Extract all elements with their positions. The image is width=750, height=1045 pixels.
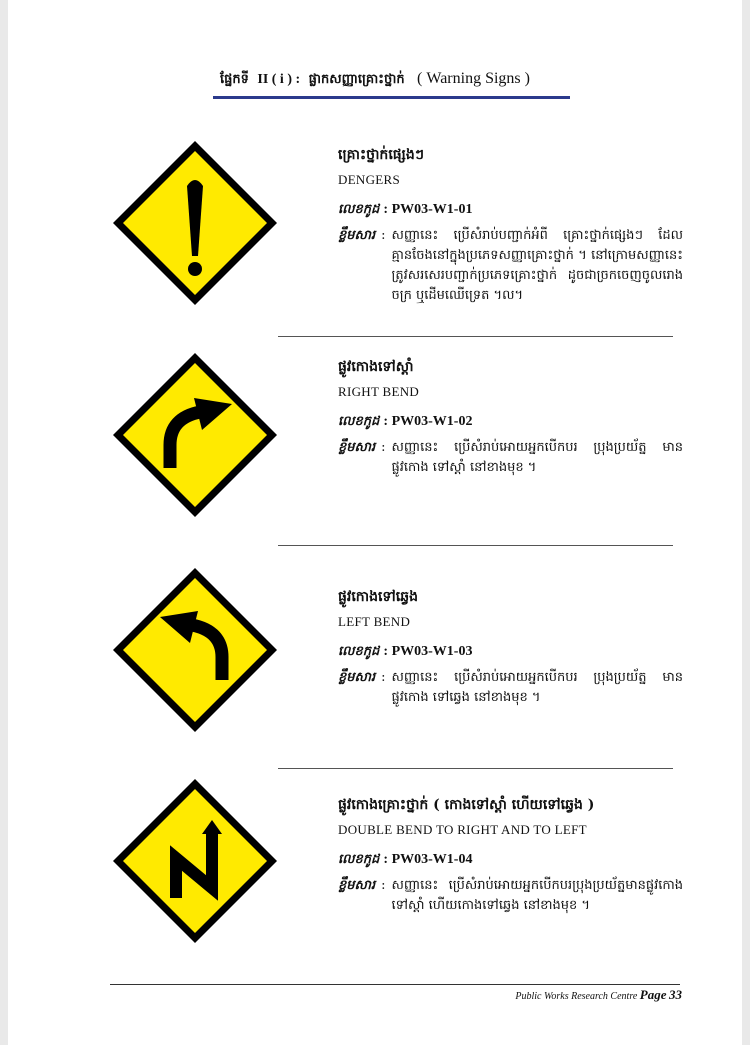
sign-content-row: ខ្លឹមសារ : សញ្ញានេះ ប្រើសំរាប់អោយអ្នកបើកបរ ប្រុងប្រយ័ត្ន មានផ្លូវកោង ទៅស្តាំ នៅខាងមុខ ។ <box>338 438 683 478</box>
left-bend-arrow-icon <box>110 565 280 735</box>
content-label: ខ្លឹមសារ <box>338 670 376 685</box>
sign-content-row: ខ្លឹមសារ : សញ្ញានេះ ប្រើសំរាប់អោយអ្នកបើកបរប្រុងប្រយ័ត្នមានផ្លូវកោងទៅស្តាំ ហើយកោងទៅឆ្វេង នៅខាងមុខ ។ <box>338 876 683 916</box>
document-page <box>8 0 742 1045</box>
code-label: លេខកូដ <box>338 644 380 659</box>
sign-en-title: RIGHT BEND <box>338 384 420 399</box>
sign-entry-2 <box>338 357 683 478</box>
content-label: ខ្លឹមសារ <box>338 878 376 893</box>
footer-page-number: 33 <box>669 987 682 1002</box>
header-kh-title: ផ្លាកសញ្ញាគ្រោះថ្នាក់ <box>308 72 405 87</box>
sign-code-row <box>338 413 683 432</box>
sign-description: សញ្ញានេះ ប្រើសំរាប់អោយអ្នកបើកបរ ប្រុងប្រយ័ត្ន មានផ្លូវកោង ទៅស្តាំ នៅខាងមុខ ។ <box>391 440 683 475</box>
sign-kh-title: ផ្លូវកោងគ្រោះថ្នាក់ ( កោងទៅស្តាំ ហើយទៅឆ្វេង ) <box>338 797 595 813</box>
code-label: លេខកូដ <box>338 202 380 217</box>
page-header <box>8 70 742 90</box>
code-label: លេខកូដ <box>338 852 380 867</box>
sign-entry-1 <box>338 145 683 306</box>
section-divider <box>278 768 673 769</box>
right-bend-arrow-icon <box>110 350 280 520</box>
sign-en-title: DENGERS <box>338 172 401 187</box>
sign-code-row <box>338 643 683 662</box>
header-en-title: ( Warning Signs ) <box>417 70 530 87</box>
header-underline <box>213 96 570 99</box>
footer-rule <box>110 984 680 985</box>
sign-description: សញ្ញានេះ ប្រើសំរាប់បញ្ជាក់អំពី គ្រោះថ្នាក់ផ្សេងៗ ដែលគ្មានចែងនៅក្នុងប្រភេទសញ្ញាគ្រោះថ្នាក់ ។ នៅក្រោមសញ្ញានេះត្រូវសរសេរបញ្ជាក់ប្រភេទគ្រោះថ្នាក់ ដូចជាច្រកចេញចូលរោងចក្រ ឬដើមឈើទ្រេត ។ល។ <box>391 228 683 303</box>
section-divider <box>278 336 673 337</box>
sign-content-row: ខ្លឹមសារ : សញ្ញានេះ ប្រើសំរាប់អោយអ្នកបើកបរ ប្រុងប្រយ័ត្ន មានផ្លូវកោង ទៅឆ្វេង នៅខាងមុខ ។ <box>338 668 683 708</box>
section-divider <box>278 545 673 546</box>
code-label: លេខកូដ <box>338 414 380 429</box>
sign-description: សញ្ញានេះ ប្រើសំរាប់អោយអ្នកបើកបរ ប្រុងប្រយ័ត្ន មានផ្លូវកោង ទៅឆ្វេង នៅខាងមុខ ។ <box>391 670 683 705</box>
exclamation-icon <box>110 138 280 308</box>
header-part-number: II ( i ) : <box>257 72 301 87</box>
header-section-label: ផ្នែកទី <box>220 72 249 87</box>
sign-code: : PW03-W1-03 <box>383 644 473 659</box>
sign-kh-title: គ្រោះថ្នាក់ផ្សេងៗ <box>338 147 424 163</box>
sign-code-row <box>338 201 683 220</box>
sign-entry-3 <box>338 587 683 708</box>
sign-code: : PW03-W1-04 <box>383 852 473 867</box>
page-footer <box>515 987 682 1003</box>
sign-code: : PW03-W1-02 <box>383 414 473 429</box>
sign-en-title: LEFT BEND <box>338 614 411 629</box>
content-label: ខ្លឹមសារ <box>338 440 376 455</box>
sign-description: សញ្ញានេះ ប្រើសំរាប់អោយអ្នកបើកបរប្រុងប្រយ័ត្នមានផ្លូវកោងទៅស្តាំ ហើយកោងទៅឆ្វេង នៅខាងមុខ ។ <box>391 878 683 913</box>
double-bend-icon <box>110 776 280 946</box>
sign-en-title: DOUBLE BEND TO RIGHT AND TO LEFT <box>338 822 587 837</box>
sign-content-row: ខ្លឹមសារ : សញ្ញានេះ ប្រើសំរាប់បញ្ជាក់អំពី គ្រោះថ្នាក់ផ្សេងៗ ដែលគ្មានចែងនៅក្នុងប្រភេទសញ្ញាគ្រោះថ្នាក់ ។ នៅក្រោមសញ្ញានេះត្រូវសរសេរបញ្ជាក់ប្រភេទគ្រោះថ្នាក់ ដូចជាច្រកចេញចូលរោងចក្រ ឬដើមឈើទ្រេត ។ល។ <box>338 226 683 306</box>
sign-kh-title: ផ្លូវកោងទៅឆ្វេង <box>338 589 418 605</box>
content-label: ខ្លឹមសារ <box>338 228 376 243</box>
sign-entry-4 <box>338 795 683 916</box>
sign-kh-title: ផ្លូវកោងទៅស្តាំ <box>338 359 414 375</box>
sign-code-row <box>338 851 683 870</box>
footer-page-word: Page <box>639 987 667 1002</box>
footer-org: Public Works Research Centre <box>515 991 638 1002</box>
sign-code: : PW03-W1-01 <box>383 202 473 217</box>
